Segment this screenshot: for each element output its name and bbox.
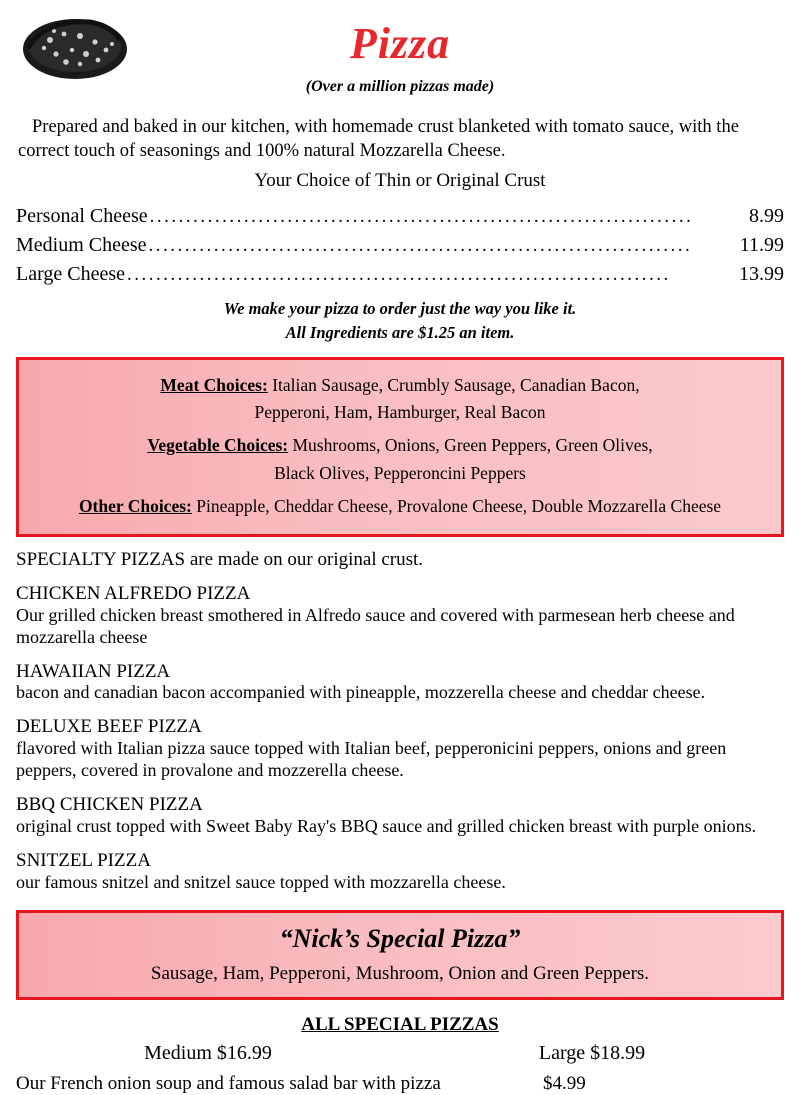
- page-title: Pizza: [349, 19, 451, 68]
- other-choices-text-1: Pineapple, Cheddar Cheese, Provalone Cheese, Double Mozzarella Cheese: [196, 495, 722, 516]
- price-item-value: 13.99: [739, 263, 784, 286]
- tagline-line-1: We make your pizza to order just the way you like it.: [223, 299, 577, 319]
- crust-choice-line: Your Choice of Thin or Original Crust: [254, 170, 546, 192]
- leader-dots: ...........................................................................: [149, 206, 694, 228]
- pizza-description: our famous snitzel and snitzel sauce topped with mozzarella cheese.: [16, 871, 506, 892]
- price-row: [16, 202, 784, 231]
- list-item: [16, 661, 784, 705]
- vegetable-choices-line-2: Black Olives, Pepperoncini Peppers: [274, 462, 526, 483]
- price-item-name: Large Cheese: [16, 263, 126, 286]
- pizza-description: flavored with Italian pizza sauce topped with Italian beef, pepperonicini peppers, onions and green peppers, covered in provalone and mozzerella cheese.: [16, 738, 727, 781]
- price-item-name: Medium Cheese: [16, 234, 147, 257]
- nicks-special-toppings: Sausage, Ham, Pepperoni, Mushroom, Onion and Green Peppers.: [150, 963, 650, 985]
- leader-dots: ...........................................................................: [148, 235, 693, 257]
- pizza-name: CHICKEN ALFREDO PIZZA: [16, 582, 251, 604]
- vegetable-choices-text-1: Mushrooms, Onions, Green Peppers, Green Olives,: [292, 435, 653, 456]
- menu-header: [16, 0, 784, 112]
- meat-choices-line-1: [29, 372, 771, 399]
- price-item-name: Personal Cheese: [16, 205, 148, 228]
- page-subtitle: (Over a million pizzas made): [305, 78, 495, 95]
- other-choices-group: [29, 493, 771, 520]
- pizza-description: Our grilled chicken breast smothered in Alfredo sauce and covered with parmesean herb cheese and mozzarella cheese: [16, 604, 735, 647]
- price-item-value: 11.99: [739, 234, 784, 257]
- price-row: [16, 260, 784, 289]
- pizza-description: bacon and canadian bacon accompanied with pineapple, mozzerella cheese and cheddar cheese.: [16, 682, 706, 703]
- pizza-slice-icon: [20, 14, 130, 84]
- intro-text: Prepared and baked in our kitchen, with homemade crust blanketed with tomato sauce, with the correct touch of seasonings and 100% natural Mozzarella Cheese.: [18, 117, 739, 161]
- ingredient-choices-box: [16, 357, 784, 537]
- price-row: [16, 231, 784, 260]
- medium-special-price: Medium $16.99: [144, 1042, 272, 1065]
- large-special-price: Large $18.99: [538, 1042, 646, 1065]
- list-item: [16, 850, 784, 894]
- soup-salad-price: $4.99: [543, 1073, 586, 1095]
- all-special-heading: ALL SPECIAL PIZZAS: [301, 1014, 499, 1036]
- nicks-special-title: “Nick’s Special Pizza”: [279, 923, 521, 953]
- meat-choices-label: Meat Choices:: [160, 375, 268, 396]
- meat-choices-text-1: Italian Sausage, Crumbly Sausage, Canadian Bacon,: [272, 375, 640, 396]
- pizza-description: original crust topped with Sweet Baby Ray's BBQ sauce and grilled chicken breast with purple onions.: [16, 815, 757, 836]
- price-item-value: 8.99: [749, 205, 784, 228]
- list-item: [16, 583, 784, 649]
- list-item: [16, 716, 784, 782]
- nicks-special-box: [16, 910, 784, 1001]
- vegetable-choices-label: Vegetable Choices:: [147, 435, 289, 456]
- meat-choices-group: [29, 372, 771, 426]
- other-choices-label: Other Choices:: [78, 495, 192, 516]
- vegetable-choices-group: [29, 432, 771, 486]
- pizza-name: HAWAIIAN PIZZA: [16, 660, 171, 682]
- order-tagline: [16, 297, 784, 345]
- leader-dots: ...........................................................................: [127, 264, 671, 286]
- specialty-note: SPECIALTY PIZZAS are made on our original crust.: [16, 548, 424, 570]
- vegetable-choices-line-1: [29, 432, 771, 459]
- soup-salad-text: Our French onion soup and famous salad bar with pizza: [16, 1073, 441, 1095]
- tagline-line-2: All Ingredients are $1.25 an item.: [285, 323, 515, 343]
- pizza-name: BBQ CHICKEN PIZZA: [16, 794, 203, 816]
- soup-salad-row: [16, 1073, 784, 1095]
- list-item: [16, 794, 784, 838]
- other-choices-line-1: [29, 493, 771, 520]
- pizza-name: DELUXE BEEF PIZZA: [16, 716, 202, 738]
- pizza-name: SNITZEL PIZZA: [16, 849, 151, 871]
- special-size-prices: [16, 1042, 784, 1065]
- intro-paragraph: [16, 116, 784, 163]
- cheese-price-list: [16, 202, 784, 289]
- meat-choices-line-2: Pepperoni, Ham, Hamburger, Real Bacon: [254, 402, 546, 423]
